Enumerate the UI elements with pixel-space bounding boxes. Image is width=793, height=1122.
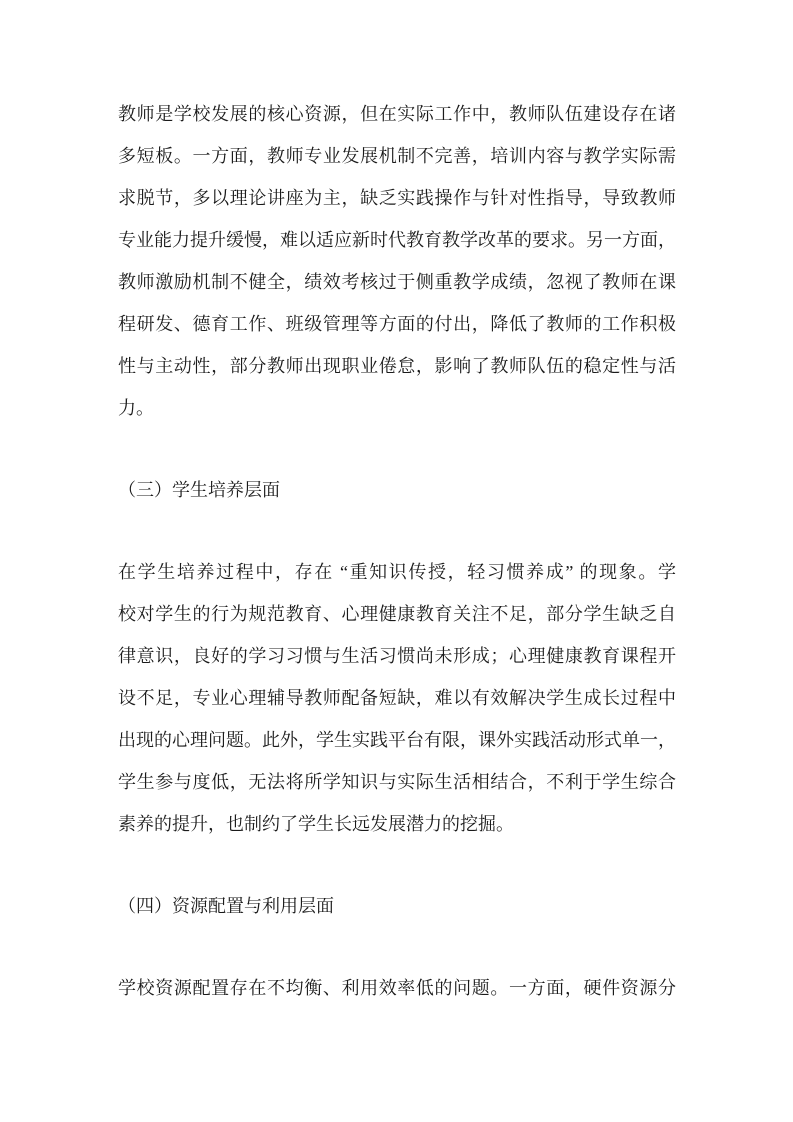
heading-text: （四）资源配置与利用层面	[118, 896, 334, 916]
heading-section-four-resources	[118, 885, 676, 927]
text-line: 校对学生的行为规范教育、心理健康教育关注不足，部分学生缺乏自	[118, 604, 676, 624]
text-line: 素养的提升，也制约了学生长远发展潜力的挖掘。	[118, 814, 514, 834]
text-line: 专业能力提升缓慢，难以适应新时代教育教学改革的要求。另一方面，	[118, 230, 676, 250]
text-line: 程研发、德育工作、班级管理等方面的付出，降低了教师的工作积极	[118, 314, 676, 334]
text-line: 设不足，专业心理辅导教师配备短缺，难以有效解决学生成长过程中	[118, 688, 676, 708]
text-line: 教师是学校发展的核心资源，但在实际工作中，教师队伍建设存在诸	[118, 104, 676, 124]
text-line: 学校资源配置存在不均衡、利用效率低的问题。一方面，硬件资源分	[118, 978, 676, 998]
paragraph-teacher-issues	[118, 93, 676, 429]
text-line: 学生参与度低，无法将所学知识与实际生活相结合，不利于学生综合	[118, 772, 676, 792]
heading-text: （三）学生培养层面	[118, 480, 280, 500]
heading-section-three-students	[118, 469, 676, 511]
text-line: 在学生培养过程中，存在 “重知识传授，轻习惯养成” 的现象。学	[118, 562, 676, 582]
text-line: 多短板。一方面，教师专业发展机制不完善，培训内容与教学实际需	[118, 146, 676, 166]
text-line: 性与主动性，部分教师出现职业倦怠，影响了教师队伍的稳定性与活	[118, 356, 676, 376]
text-line: 力。	[118, 398, 154, 418]
paragraph-resource-allocation	[118, 967, 676, 1009]
text-line: 律意识，良好的学习习惯与生活习惯尚未形成；心理健康教育课程开	[118, 646, 676, 666]
text-line: 出现的心理问题。此外，学生实践平台有限，课外实践活动形式单一，	[118, 730, 676, 750]
paragraph-student-cultivation	[118, 551, 676, 845]
text-line: 教师激励机制不健全，绩效考核过于侧重教学成绩，忽视了教师在课	[118, 272, 676, 292]
text-line: 求脱节，多以理论讲座为主，缺乏实践操作与针对性指导，导致教师	[118, 188, 676, 208]
